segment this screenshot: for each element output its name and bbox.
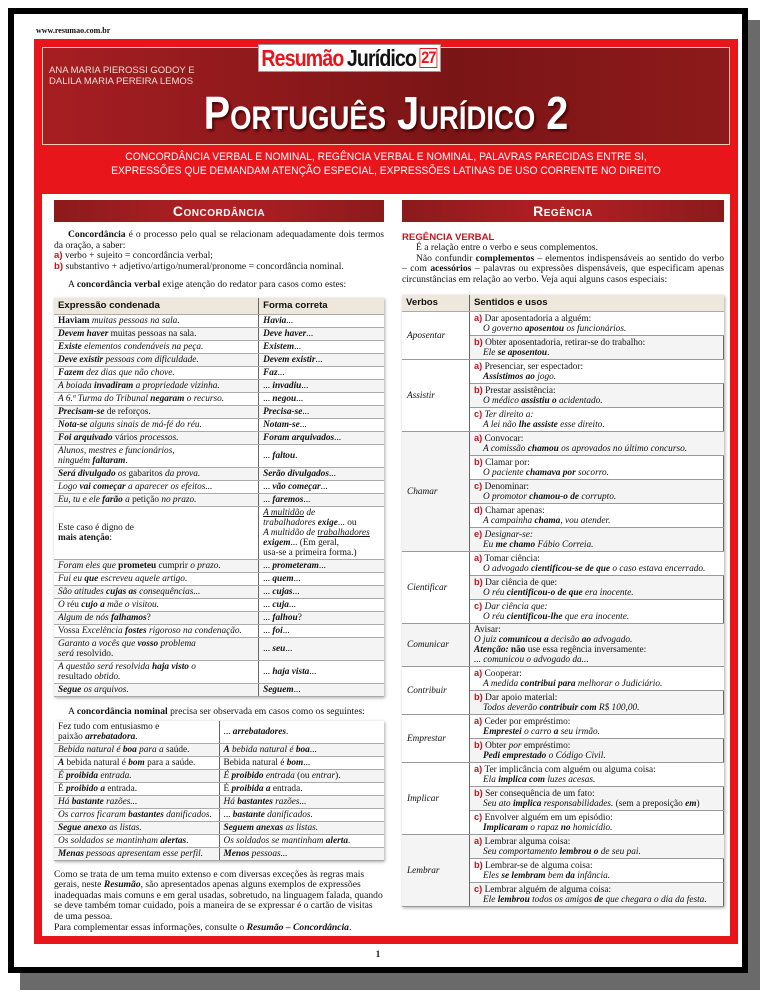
sense-example: A campainha chama, vou atender. [483, 516, 611, 527]
document-page [8, 8, 748, 973]
expression-cell: Logo vai começar a aparecer os efeitos... [54, 480, 259, 493]
expression-cell: O réu cujo a mãe o visitou. [54, 598, 259, 611]
table-row [54, 444, 384, 467]
sense-meaning: Lembrar alguém de alguma coisa: [484, 885, 612, 896]
sense-meaning: Obter por empréstimo: [485, 741, 571, 752]
table-row [402, 624, 724, 667]
sense-example: Seu ato implica responsabilidades. (sem a preposição em) [483, 799, 700, 810]
sense-cell [470, 384, 724, 408]
correction-cell: Faz... [259, 366, 384, 379]
sense-cell [470, 715, 724, 739]
correction-cell: Os soldados se mantinham alerta. [219, 834, 384, 847]
correction-cell: ... cuja... [259, 598, 384, 611]
sense-meaning: Ceder por empréstimo: [484, 717, 571, 728]
subtitle-line: CONCORDÂNCIA VERBAL E NOMINAL, REGÊNCIA VERBAL E NOMINAL, PALAVRAS PARECIDAS ENTRE SI, [125, 151, 647, 163]
regencia-paragraph: Não confundir complementos – elementos indispensáveis ao sentido do verbo – com acessórios – palavras ou expressões dispensáveis, que especificam apenas circunstâncias em relação ao verbo. Veja aqui alguns casos especiais: [402, 252, 724, 285]
table-row [54, 660, 384, 683]
sense-example: O réu cientificou-o de que era inocente. [483, 588, 634, 599]
table-row [54, 431, 384, 444]
sense-meaning: Obter aposentadoria, retirar-se do trabalho: [485, 338, 646, 349]
correction-cell: ... prometeram... [259, 559, 384, 572]
text: A [68, 279, 77, 291]
correction-cell: ... haja vista... [259, 660, 384, 683]
table-row [54, 743, 384, 756]
table-row [54, 624, 384, 637]
table-row [54, 611, 384, 624]
verb-cell: Emprestar [402, 715, 470, 763]
table-row [54, 683, 384, 696]
subtitle [62, 150, 710, 178]
correction-cell: ... foi... [259, 624, 384, 637]
table-row [54, 559, 384, 572]
table-row [54, 834, 384, 847]
table-row [54, 405, 384, 418]
expression-cell: Este caso é digno de mais atenção: [54, 506, 259, 559]
verb-cell: Cientificar [402, 552, 470, 624]
expression-cell: Garanto a vocês que vosso problema será resolvido. [54, 637, 259, 660]
table-row [54, 598, 384, 611]
expression-cell: É proibida entrada. [54, 769, 219, 782]
expression-cell: Deve existir pessoas com dificuldade. [54, 353, 259, 366]
sense-meaning: Dar ciência que: [484, 602, 548, 613]
sense-example: O paciente chamava por socorro. [483, 468, 609, 479]
verbal-intro [54, 280, 384, 291]
sense-example: Ele se aposentou. [483, 348, 550, 359]
sense-example: A comissão chamou os aprovados no último concurso. [483, 444, 688, 455]
expression-cell: A bebida natural é bom para a saúde. [54, 756, 219, 769]
sense-cell [470, 312, 724, 336]
sense-label: b) [474, 740, 483, 751]
page-title [91, 88, 681, 138]
correction-cell: ... negou... [259, 392, 384, 405]
table-row [54, 637, 384, 660]
sense-cell [470, 835, 724, 859]
sense-label: c) [474, 481, 483, 492]
section-heading-regencia: Regência [402, 200, 724, 222]
publisher-logo [258, 44, 441, 72]
expression-cell: Algum de nós falhamos? [54, 611, 259, 624]
sense-cell [470, 432, 724, 456]
text: precisa ser observada em casos como os seguintes: [167, 705, 365, 717]
sense-label: c) [474, 601, 483, 612]
expression-cell: Existe elementos condenáveis na peça. [54, 340, 259, 353]
correction-cell: ... vão começar... [259, 480, 384, 493]
table-header-row [402, 295, 724, 312]
expression-cell: Vossa Excelência fostes rigoroso na condenação. [54, 624, 259, 637]
section-heading-concordancia: Concordância [54, 200, 384, 222]
sense-example: Eles se lembram bem da infância. [483, 871, 611, 882]
sense-label: a) [474, 433, 483, 444]
correction-cell: A multidão de trabalhadores exige... ou A multidão de trabalhadores exigem... (Em geral, usa-se a primeira forma.) [259, 506, 384, 559]
nominal-agreement-table [54, 721, 384, 861]
sense-meaning: Denominar: [484, 482, 530, 493]
sense-cell [470, 883, 724, 907]
verb-cell: Lembrar [402, 835, 470, 907]
correction-cell: A bebida natural é boa... [219, 743, 384, 756]
table-row [54, 756, 384, 769]
table-row [54, 808, 384, 821]
table-header-row [54, 298, 384, 315]
sense-meaning: Dar apoio material: [485, 693, 558, 704]
sense-meaning: Cooperar: [484, 669, 522, 680]
sense-cell [470, 787, 724, 811]
sense-meaning: Ter implicância com alguém ou alguma coisa: [484, 765, 656, 776]
authors [49, 65, 195, 87]
intro-term: Concordância [68, 229, 126, 240]
correction-cell: Deve haver... [259, 327, 384, 340]
expression-cell: Fez tudo com entusiasmo e paixão arrebatadora. [54, 721, 219, 744]
sense-cell [470, 811, 724, 835]
column-header: Expressão condenada [54, 298, 259, 315]
correction-cell: ... falhou? [259, 611, 384, 624]
verb-cell: Assistir [402, 360, 470, 432]
table-row [402, 763, 724, 787]
term: concordância nominal [76, 705, 168, 717]
correction-cell: Bebida natural é bom... [219, 756, 384, 769]
nominal-intro [54, 707, 384, 718]
sense-cell [470, 552, 724, 576]
sense-meaning: Tomar ciência: [484, 554, 540, 565]
author-line: DALILA MARIA PEREIRA LEMOS [49, 76, 194, 87]
title-text: Português Jurídico 2 [203, 87, 569, 139]
sense-example: O governo aposentou os funcionários. [483, 324, 627, 335]
sense-example: O promotor chamou-o de corrupto. [483, 492, 617, 503]
expression-cell: Será divulgado os gabaritos da prova. [54, 467, 259, 480]
table-row [54, 493, 384, 506]
sense-example: O médico assistiu o acidentado. [483, 396, 603, 407]
sense-label: b) [474, 788, 483, 799]
sense-meaning: Envolver alguém em um episódio: [484, 813, 613, 824]
table-row [54, 795, 384, 808]
sense-cell [470, 408, 724, 432]
sense-cell [470, 528, 724, 552]
column-header: Verbos [402, 295, 470, 312]
list-label: b) [54, 260, 64, 272]
expression-cell: A 6.ª Turma do Tribunal negaram o recurso. [54, 392, 259, 405]
list-text: substantivo + adjetivo/artigo/numeral/pronome = concordância nominal. [65, 260, 344, 272]
table-row [402, 835, 724, 859]
sense-label: a) [474, 716, 483, 727]
sense-example: A lei não lhe assiste esse direito. [483, 420, 605, 431]
sense-meaning: Ser consequência de um fato: [485, 789, 595, 800]
table-row [54, 353, 384, 366]
column-header: Forma correta [259, 298, 384, 315]
red-frame [34, 39, 738, 944]
sense-label: c) [474, 812, 483, 823]
title-banner [42, 44, 730, 145]
sense-meaning: Lembrar-se de alguma coisa: [485, 861, 593, 872]
sense-meaning: Ter direito a: [484, 410, 534, 421]
website-url: www.resumao.com.br [36, 26, 111, 35]
expression-cell: Menas pessoas apresentam esse perfil. [54, 847, 219, 860]
expression-cell: Há bastante razões... [54, 795, 219, 808]
sense-cell [470, 600, 724, 624]
column-header: Sentidos e usos [470, 295, 724, 312]
sense-cell [470, 763, 724, 787]
sense-example: Ela implica com luzes acesas. [483, 775, 596, 786]
text: A [68, 705, 77, 717]
sense-cell [470, 504, 724, 528]
correction-cell: Precisa-se... [259, 405, 384, 418]
sense-meaning: Convocar: [484, 434, 524, 445]
logo-resumao: Resumão [261, 44, 344, 71]
table-row [54, 379, 384, 392]
correction-cell: Existem... [259, 340, 384, 353]
sense-label: c) [474, 409, 483, 420]
table-row [402, 552, 724, 576]
expression-cell: É proibido a entrada. [54, 782, 219, 795]
correction-cell: Havia... [259, 314, 384, 327]
expression-cell: A boiada invadiram a propriedade vizinha. [54, 379, 259, 392]
term: concordância verbal [76, 279, 161, 291]
correction-cell: Serão divulgados... [259, 467, 384, 480]
text: exige atenção do redator para casos como estes: [160, 279, 347, 291]
sense-label: a) [474, 361, 483, 372]
sense-cell [470, 624, 724, 667]
logo-number: 27 [421, 48, 436, 67]
sense-cell [470, 360, 724, 384]
correction-cell: Foram arquivados... [259, 431, 384, 444]
sense-example: Pedi emprestado o Código Civil. [483, 751, 606, 762]
regencia-section [402, 200, 724, 907]
list-label: a) [54, 250, 63, 262]
correction-cell: ... seu... [259, 637, 384, 660]
correction-cell: ... arrebatadores. [219, 721, 384, 744]
table-row [54, 340, 384, 353]
sense-label: a) [474, 668, 483, 679]
expression-cell: Devem haver muitas pessoas na sala. [54, 327, 259, 340]
sense-meaning: Presenciar, ser espectador: [484, 362, 584, 373]
subheading-regencia-verbal: REGÊNCIA VERBAL [402, 232, 495, 243]
verb-regency-table [402, 295, 724, 907]
correction-cell: ... bastante danificados. [219, 808, 384, 821]
sense-example: Eu me chamo Fábio Correia. [483, 540, 594, 551]
sense-meaning: Avisar: [474, 625, 501, 636]
table-row [402, 432, 724, 456]
verb-cell: Comunicar [402, 624, 470, 667]
sense-meaning: Prestar assistência: [485, 386, 556, 397]
sense-label: a) [474, 764, 483, 775]
correction-cell: Devem existir... [259, 353, 384, 366]
verb-cell: Aposentar [402, 312, 470, 360]
expression-cell: Segue os arquivos. [54, 683, 259, 696]
verb-cell: Contribuir [402, 667, 470, 715]
sense-example: O réu cientificou-lhe que era inocente. [483, 612, 630, 623]
concordancia-intro [54, 230, 384, 251]
table-row [54, 585, 384, 598]
sense-cell [470, 667, 724, 691]
expression-cell: Foram eles que prometeu cumprir o prazo. [54, 559, 259, 572]
expression-cell: Alunos, mestres e funcionários, ninguém faltaram. [54, 444, 259, 467]
correction-cell: ... faltou. [259, 444, 384, 467]
correction-cell: Há bastantes razões... [219, 795, 384, 808]
expression-cell: Foi arquivado vários processos. [54, 431, 259, 444]
correction-cell: ... cujas... [259, 585, 384, 598]
sense-meaning: Chamar apenas: [485, 506, 545, 517]
table-row [54, 418, 384, 431]
sense-cell [470, 480, 724, 504]
expression-cell: Os carros ficaram bastantes danificados. [54, 808, 219, 821]
table-row [54, 782, 384, 795]
correction-cell: Seguem... [259, 683, 384, 696]
correction-cell: É proibida a entrada. [219, 782, 384, 795]
correction-cell: ... faremos... [259, 493, 384, 506]
sense-meaning: Dar ciência de que: [485, 578, 558, 589]
sense-label: a) [474, 836, 483, 847]
intro-text: é o processo pelo qual se relacionam adequadamente dois termos da oração, a saber: [54, 229, 384, 251]
list-text: verbo + sujeito = concordância verbal; [64, 250, 213, 262]
table-row [54, 314, 384, 327]
sense-example: O juiz comunicou a decisão ao advogado. Atenção: não use essa regência inversamente: ... comunicou o advogado da... [474, 635, 647, 666]
expression-cell: Haviam muitas pessoas na sala. [54, 314, 259, 327]
sense-example: Assistimos ao jogo. [483, 372, 557, 383]
sense-example: Ele lembrou todos os amigos de que chegara o dia da festa. [483, 895, 707, 906]
sense-label: b) [474, 577, 483, 588]
table-row [402, 667, 724, 691]
correction-cell: Seguem anexas as listas. [219, 821, 384, 834]
verbal-agreement-table [54, 298, 384, 697]
sense-label: a) [474, 553, 483, 564]
closing-paragraph: Como se trata de um tema muito extenso e com diversas exceções às regras mais gerais, neste Resumão, são apresentados apenas alguns exemplos de expressões inadequadas mais comuns e em geral usadas, sobretudo, na linguagem falada, quando se deve também tomar cuidado, pois a maneira de se expressar é o cartão de visitas de uma pessoa. Para complementar essas informações, consulte o Resumão – Concordância. [54, 868, 383, 933]
sense-meaning: Dar aposentadoria a alguém: [484, 314, 592, 325]
sense-example: Todos deverão contribuir com R$ 100,00. [483, 703, 640, 714]
sense-cell [470, 859, 724, 883]
author-line: ANA MARIA PIEROSSI GODOY E [49, 65, 195, 76]
sense-example: A medida contribui para melhorar o Judiciário. [483, 679, 663, 690]
expression-cell: Segue anexo as listas. [54, 821, 219, 834]
sense-label: b) [474, 692, 483, 703]
expression-cell: Bebida natural é boa para a saúde. [54, 743, 219, 756]
table-row [54, 392, 384, 405]
concordancia-section [54, 200, 384, 933]
logo-juridico: Jurídico [346, 44, 417, 71]
expression-cell: Precisam-se de reforços. [54, 405, 259, 418]
correction-cell: Menos pessoas... [219, 847, 384, 860]
sense-cell [470, 576, 724, 600]
correction-cell: Notam-se... [259, 418, 384, 431]
list-item [54, 262, 384, 273]
sense-label: e) [474, 529, 483, 540]
expression-cell: Fazem dez dias que não chove. [54, 366, 259, 379]
subtitle-line: EXPRESSÕES QUE DEMANDAM ATENÇÃO ESPECIAL, EXPRESSÕES LATINAS DE USO CORRENTE NO DIREITO [111, 165, 661, 177]
regencia-paragraph: É a relação entre o verbo e seus complementos. [416, 242, 598, 253]
table-row [54, 327, 384, 340]
sense-meaning: Designar-se: [484, 530, 533, 541]
table-row [54, 821, 384, 834]
expression-cell: Eu, tu e ele farão a petição no prazo. [54, 493, 259, 506]
table-row [54, 506, 384, 559]
table-row [54, 572, 384, 585]
table-row [54, 847, 384, 860]
content-area [42, 194, 730, 936]
table-row [54, 480, 384, 493]
sense-cell [470, 456, 724, 480]
table-row [402, 312, 724, 336]
sense-example: O advogado cientificou-se de que o caso estava encerrado. [483, 564, 706, 575]
correction-cell: ... quem... [259, 572, 384, 585]
sense-label: b) [474, 337, 483, 348]
sense-example: Seu comportamento lembrou o de seu pai. [483, 847, 641, 858]
table-row [54, 467, 384, 480]
sense-label: b) [474, 860, 483, 871]
verb-cell: Chamar [402, 432, 470, 552]
sense-meaning: Lembrar alguma coisa: [484, 837, 571, 848]
sense-cell [470, 336, 724, 360]
table-row [54, 769, 384, 782]
sense-label: a) [474, 313, 483, 324]
expression-cell: Fui eu que escreveu aquele artigo. [54, 572, 259, 585]
sense-label: d) [474, 505, 483, 516]
sense-cell [470, 691, 724, 715]
expression-cell: Os soldados se mantinham alertas. [54, 834, 219, 847]
expression-cell: A questão será resolvida haja visto o resultado obtido. [54, 660, 259, 683]
sense-label: b) [474, 385, 483, 396]
correction-cell: ... invadiu... [259, 379, 384, 392]
page-number: 1 [375, 949, 381, 959]
sense-meaning: Clamar por: [485, 458, 530, 469]
table-row [402, 360, 724, 384]
verb-cell: Implicar [402, 763, 470, 835]
table-row [54, 721, 384, 744]
sense-example: Implicaram o rapaz no homicídio. [483, 823, 613, 834]
sense-label: c) [474, 884, 483, 895]
correction-cell: É proibido entrada (ou entrar). [219, 769, 384, 782]
expression-cell: Nota-se alguns sinais de má-fé do réu. [54, 418, 259, 431]
sense-label: b) [474, 457, 483, 468]
sense-example: Emprestei o carro a seu irmão. [483, 727, 600, 738]
sense-cell [470, 739, 724, 763]
table-row [402, 715, 724, 739]
expression-cell: São atitudes cujas as consequências... [54, 585, 259, 598]
table-row [54, 366, 384, 379]
